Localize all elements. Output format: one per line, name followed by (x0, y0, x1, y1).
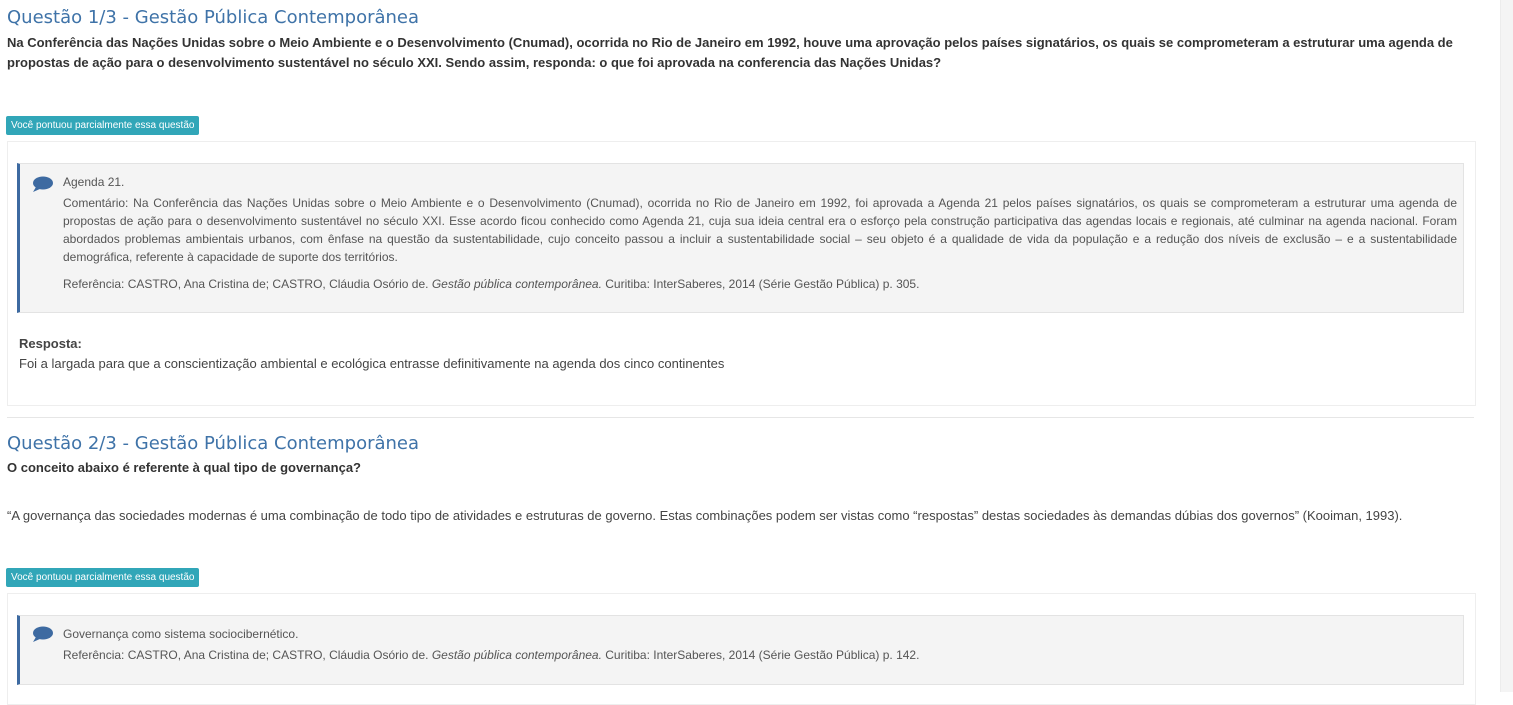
correct-answer-box (17, 163, 1464, 313)
question-statement: Na Conferência das Nações Unidas sobre o Meio Ambiente e o Desenvolvimento (Cnumad), ocorrida no Rio de Janeiro em 1992, houve uma aprovação pelos países signatários, os quais se comprometeram a estruturar uma agenda de propostas de ação para o desenvolvimento sustentável no século XXI. Sendo assim, responda: o que foi aprovada na conferencia das Nações Unidas? (7, 35, 1453, 70)
status-badge: Você pontuou parcialmente essa questão (6, 568, 199, 587)
reference-book-title: Gestão pública contemporânea. (431, 648, 602, 662)
correct-answer: Agenda 21. (63, 175, 125, 189)
answer-panel (7, 141, 1476, 406)
question-title: Questão 1/3 - Gestão Pública Contemporânea (7, 7, 420, 28)
response-label: Resposta: (19, 336, 82, 351)
answer-panel (7, 593, 1476, 705)
response-text: Foi a largada para que a conscientização ambiental e ecológica entrasse definitivamente na agenda dos cinco continentes (19, 356, 725, 371)
question-quote: “A governança das sociedades modernas é uma combinação de todo tipo de atividades e estruturas de governo. Estas combinações podem ser vistas como “respostas” destas sociedades às demandas dúbias dos governos” (Kooiman, 1993). (7, 508, 1403, 523)
reference-publisher: Curitiba: InterSaberes, 2014 (Série Gestão Pública) p. 142. (601, 648, 920, 662)
reference-authors: Referência: CASTRO, Ana Cristina de; CASTRO, Cláudia Osório de. (63, 648, 432, 662)
question-statement: O conceito abaixo é referente à qual tipo de governança? (7, 460, 361, 475)
answer-comment: Comentário: Na Conferência das Nações Unidas sobre o Meio Ambiente e o Desenvolvimento (Cnumad), ocorrida no Rio de Janeiro em 1992, foi aprovada a Agenda 21 pelos países signatários, os quais se comprometeram a estruturar uma agenda de propostas de ação para o desenvolvimento sustentável no século XXI. Esse acordo ficou conhecido como Agenda 21, cuja sua ideia central era o esforço pela construção participativa das agendas locais e regionais, até culminar na agenda nacional. Foram abordados problemas ambientais urbanos, com ênfase na questão da sustentabilidade, cujo conceito passou a incluir a sustentabilidade social – seu objeto é a qualidade de vida da população e a redução dos níveis de exclusão – e a sustentabilidade demográfica, referente à capacidade de suporte dos territórios. (63, 196, 1457, 264)
reference-authors: Referência: CASTRO, Ana Cristina de; CASTRO, Cláudia Osório de. (63, 277, 432, 291)
question-divider (7, 417, 1474, 418)
correct-answer: Governança como sistema sociocibernético. (63, 627, 299, 641)
reference (63, 648, 919, 662)
status-badge: Você pontuou parcialmente essa questão (6, 116, 199, 135)
reference (63, 277, 919, 291)
reference-publisher: Curitiba: InterSaberes, 2014 (Série Gestão Pública) p. 305. (601, 277, 920, 291)
correct-answer-box (17, 615, 1464, 685)
question-title: Questão 2/3 - Gestão Pública Contemporânea (7, 433, 420, 454)
reference-book-title: Gestão pública contemporânea. (431, 277, 602, 291)
speech-bubble-icon (32, 626, 54, 642)
speech-bubble-icon (32, 176, 54, 192)
scrollbar-track[interactable] (1500, 0, 1513, 692)
